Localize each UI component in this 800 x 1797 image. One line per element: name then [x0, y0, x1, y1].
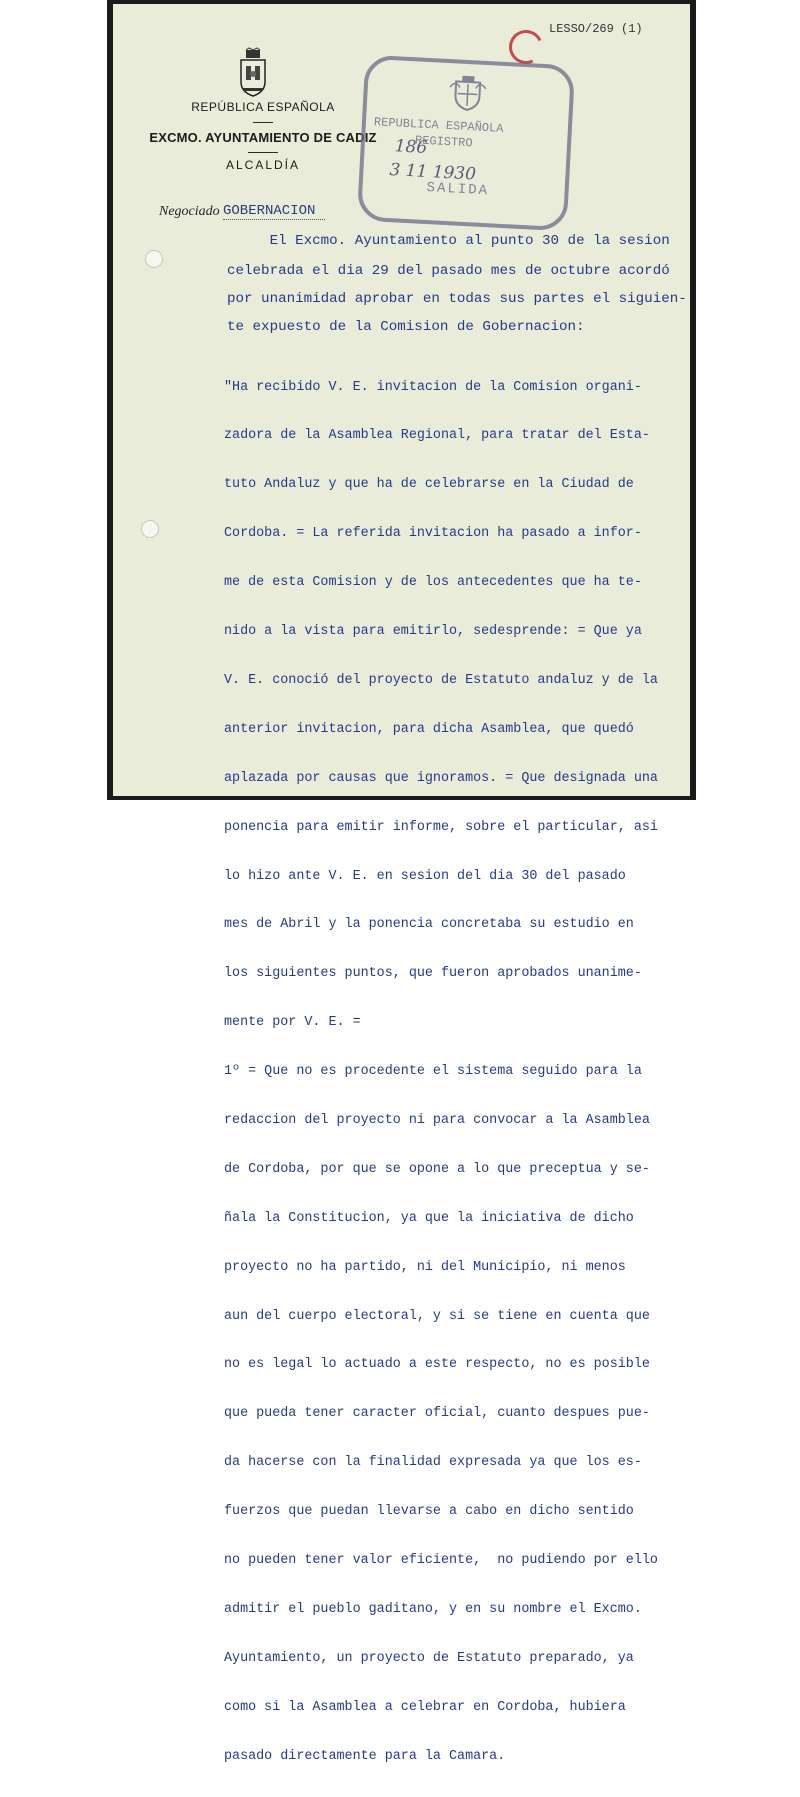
report-line: "Ha recibido V. E. invitacion de la Comision organi-: [224, 379, 642, 395]
report-line: que pueda tener caracter oficial, cuanto despues pue-: [224, 1406, 650, 1422]
report-line: fuerzos que puedan llevarse a cabo en dicho sentido: [224, 1504, 634, 1520]
coat-of-arms-icon: [237, 48, 269, 100]
scan-border-left: [107, 0, 113, 800]
report-line: proyecto no ha partido, ni del Municipio, ni menos: [224, 1259, 626, 1275]
letterhead-country: REPÚBLICA ESPAÑOLA: [191, 100, 335, 114]
report-line: no es legal lo actuado a este respecto, no es posible: [224, 1357, 650, 1373]
stamp-text-exit: SALIDA: [426, 180, 490, 200]
report-line: zadora de la Asamblea Regional, para tratar del Esta-: [224, 428, 650, 444]
report-line: de Cordoba, por que se opone a lo que preceptua y se-: [224, 1161, 650, 1177]
archive-reference: LESSO/269 (1): [549, 22, 643, 36]
registry-stamp: [357, 55, 575, 232]
intro-line: te expuesto de la Comision de Gobernacion:: [227, 319, 585, 335]
document-page: [113, 4, 690, 1764]
letterhead-institution: EXCMO. AYUNTAMIENTO DE CADIZ: [149, 130, 377, 145]
letterhead-office: ALCALDÍA: [225, 158, 301, 172]
report-line: como si la Asamblea a celebrar en Cordoba, hubiera: [224, 1699, 626, 1715]
stamp-handwritten-date: 3 11 1930: [388, 160, 477, 185]
punch-hole-bottom: [141, 520, 159, 538]
report-line: da hacerse con la finalidad expresada ya que los es-: [224, 1455, 642, 1471]
scan-border-right: [690, 0, 696, 800]
report-line: aun del cuerpo electoral, y si se tiene en cuenta que: [224, 1308, 650, 1324]
report-line: me de esta Comision y de los antecedentes que ha te-: [224, 575, 642, 591]
report-line: nido a la vista para emitirlo, sedesprende: = Que ya: [224, 624, 642, 640]
punch-hole-top: [145, 250, 163, 268]
report-line: redaccion del proyecto ni para convocar a la Asamblea: [224, 1112, 650, 1128]
negociado-label: Negociado: [159, 204, 220, 219]
scan-border-top: [107, 0, 696, 4]
report-line: ñala la Constitucion, ya que la iniciativa de dicho: [224, 1210, 634, 1226]
stamp-handwritten-number: 186: [394, 136, 428, 158]
report-line: mente por V. E. =: [224, 1015, 361, 1031]
letterhead-divider: [248, 152, 278, 153]
report-line: los siguientes puntos, que fueron aprobados unanime-: [224, 966, 642, 982]
report-line: Cordoba. = La referida invitacion ha pasado a infor-: [224, 526, 642, 542]
intro-line: celebrada el dia 29 del pasado mes de octubre acordó: [227, 263, 670, 279]
report-line: no pueden tener valor eficiente, no pudiendo por ello: [224, 1552, 658, 1568]
intro-line: El Excmo. Ayuntamiento al punto 30 de la sesion: [227, 233, 670, 249]
stamp-text-country: REPUBLICA ESPAÑOLA: [373, 115, 504, 136]
negociado-value: GOBERNACION: [223, 203, 325, 220]
report-line: V. E. conoció del proyecto de Estatuto andaluz y de la: [224, 672, 658, 688]
quoted-report: [224, 347, 658, 1797]
letterhead-divider: [253, 122, 273, 123]
report-line: ponencia para emitir informe, sobre el particular, asi: [224, 819, 658, 835]
report-line: pasado directamente para la Camara.: [224, 1748, 506, 1764]
stamp-crest-icon: [447, 73, 489, 115]
intro-line: por unanimidad aprobar en todas sus partes el siguien-: [227, 291, 687, 307]
stamp-text-registry: REGISTRO: [414, 133, 473, 151]
scan-border-bottom: [107, 796, 696, 800]
report-line: lo hizo ante V. E. en sesion del dia 30 del pasado: [224, 868, 626, 884]
report-line: aplazada por causas que ignoramos. = Que designada una: [224, 770, 658, 786]
report-line: 1º = Que no es procedente el sistema seguido para la: [224, 1064, 642, 1080]
report-line: admitir el pueblo gaditano, y en su nombre el Excmo.: [224, 1601, 642, 1617]
report-line: mes de Abril y la ponencia concretaba su estudio en: [224, 917, 634, 933]
report-line: tuto Andaluz y que ha de celebrarse en la Ciudad de: [224, 477, 634, 493]
report-line: anterior invitacion, para dicha Asamblea, que quedó: [224, 721, 634, 737]
report-line: Ayuntamiento, un proyecto de Estatuto preparado, ya: [224, 1650, 634, 1666]
